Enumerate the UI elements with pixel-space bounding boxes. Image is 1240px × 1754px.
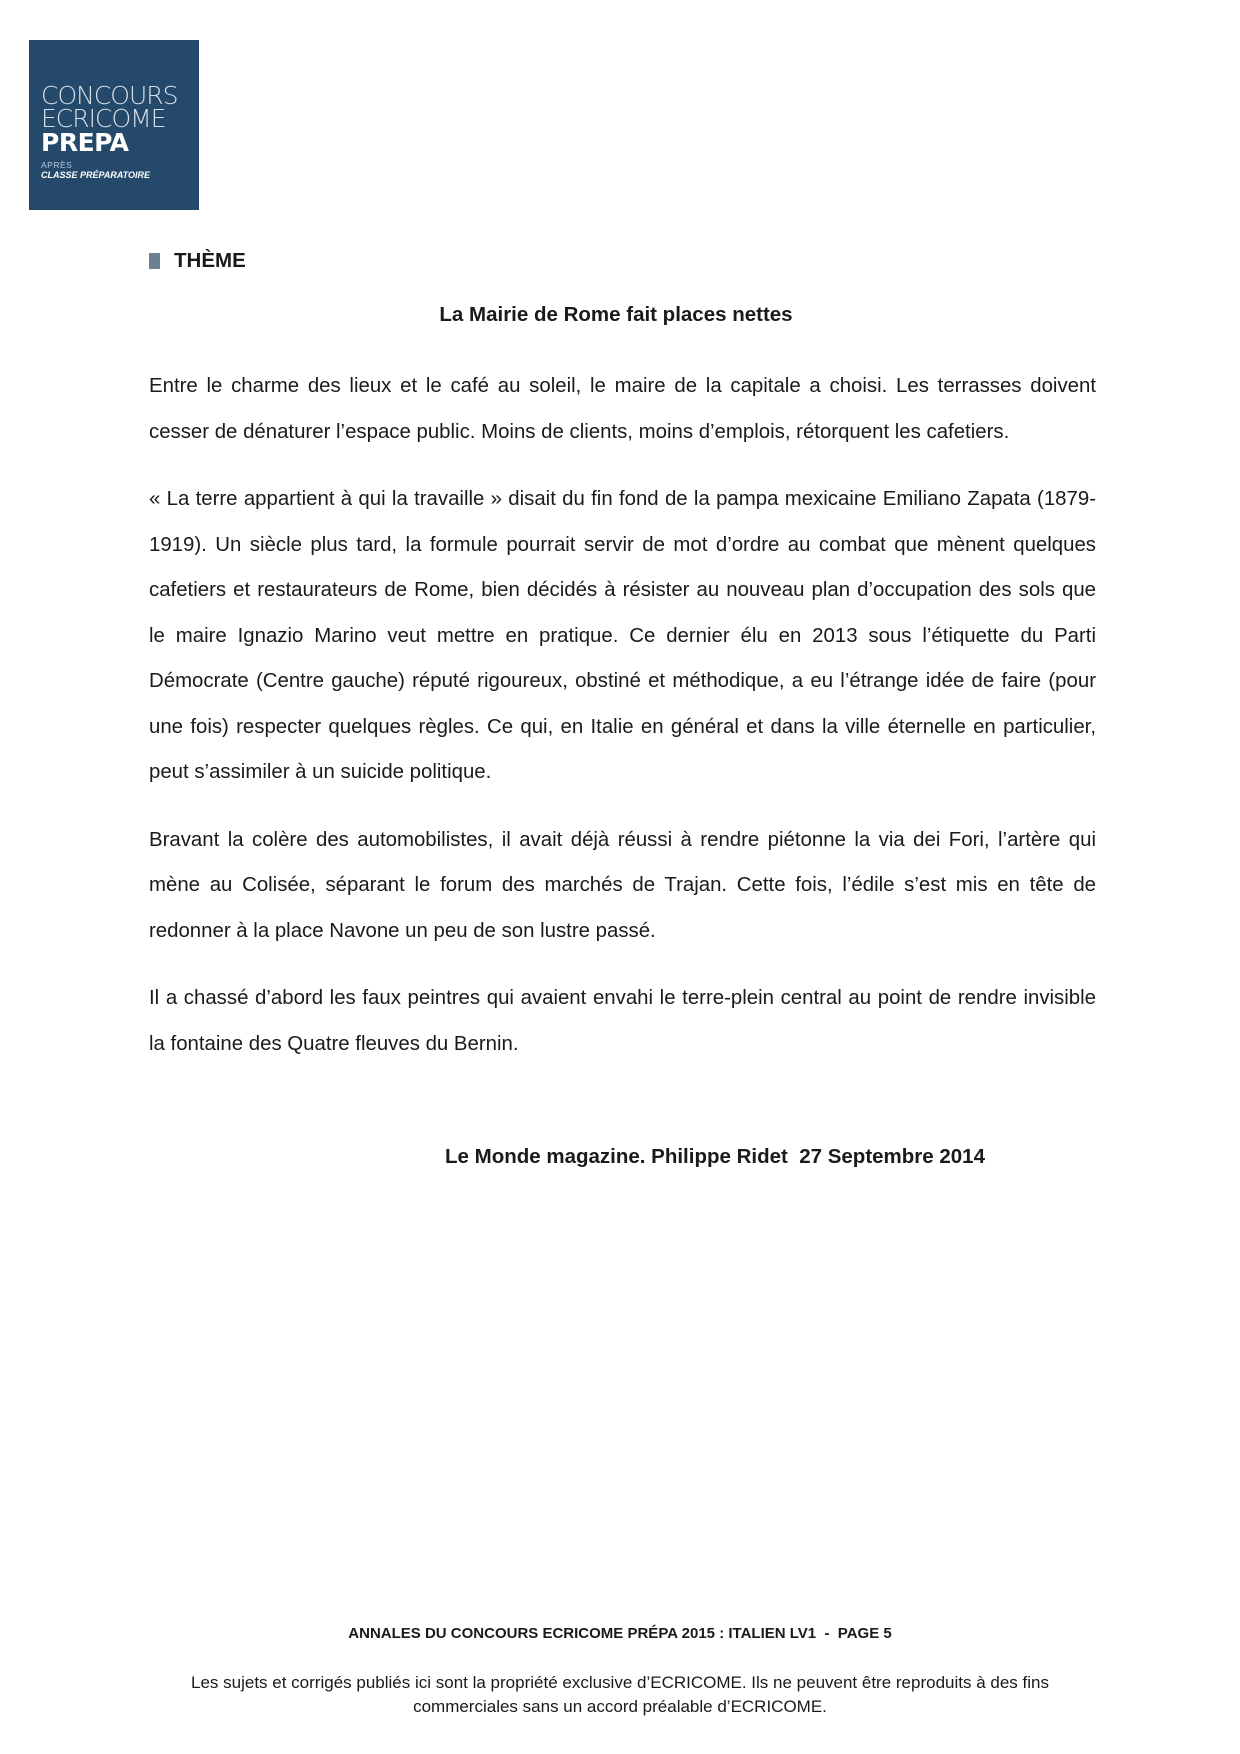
article-paragraph-4: Il a chassé d’abord les faux peintres qui avaient envahi le terre-plein central au point de rendre invisible la fontaine des Quatre fleuves du Bernin. (149, 987, 1096, 1055)
footer-copyright-note: Les sujets et corrigés publiés ici sont la propriété exclusive d’ECRICOME. Ils ne peuvent être reproduits à des fins commerciales sans un accord préalable d’ECRICOME. (191, 1673, 1049, 1716)
article-body (149, 364, 1096, 1089)
article-paragraph-3: Bravant la colère des automobilistes, il avait déjà réussi à rendre piétonne la via dei Fori, l’artère qui mène au Colisée, séparant le forum des marchés de Trajan. Cette fois, l’édile s’est mis en tête de redonner à la place Navone un peu de son lustre passé. (149, 828, 1096, 942)
article-paragraph-1: Entre le charme des lieux et le café au soleil, le maire de la capitale a choisi. Les terrasses doivent cesser de dénaturer l’espace public. Moins de clients, moins d’emplois, rétorquent les cafetiers. (149, 375, 1096, 443)
logo-line-prepa: PREPA (41, 128, 129, 157)
article-title: La Mairie de Rome fait places nettes (439, 303, 793, 326)
ecricome-logo (29, 40, 199, 210)
logo-line-ecricome: ECRICOME (41, 104, 166, 133)
section-marker-icon (149, 253, 160, 269)
article-title-wrapper (0, 303, 1240, 327)
logo-line-apres: APRÈS (41, 160, 73, 170)
logo-line-concours: CONCOURS (41, 81, 178, 110)
footer-title: ANNALES DU CONCOURS ECRICOME PRÉPA 2015 : ITALIEN LV1 - PAGE 5 (348, 1625, 892, 1642)
article-paragraph-2: « La terre appartient à qui la travaille » disait du fin fond de la pampa mexicaine Emiliano Zapata (1879-1919). Un siècle plus tard, la formule pourrait servir de mot d’ordre au combat que mènent quelques cafetiers et restaurateurs de Rome, bien décidés à résister au nouveau plan d’occupation des sols que le maire Ignazio Marino veut mettre en pratique. Ce dernier élu en 2013 sous l’étiquette du Parti Démocrate (Centre gauche) réputé rigoureux, obstiné et méthodique, a eu l’étrange idée de faire (pour une fois) respecter quelques règles. Ce qui, en Italie en général et dans la ville éternelle en particulier, peut s’assimiler à un suicide politique. (149, 488, 1096, 783)
logo-line-classe: CLASSE PRÉPARATOIRE (41, 170, 151, 180)
section-heading (149, 248, 246, 274)
section-label: THÈME (174, 249, 246, 272)
article-source: Le Monde magazine. Philippe Ridet 27 Septembre 2014 (445, 1145, 985, 1168)
